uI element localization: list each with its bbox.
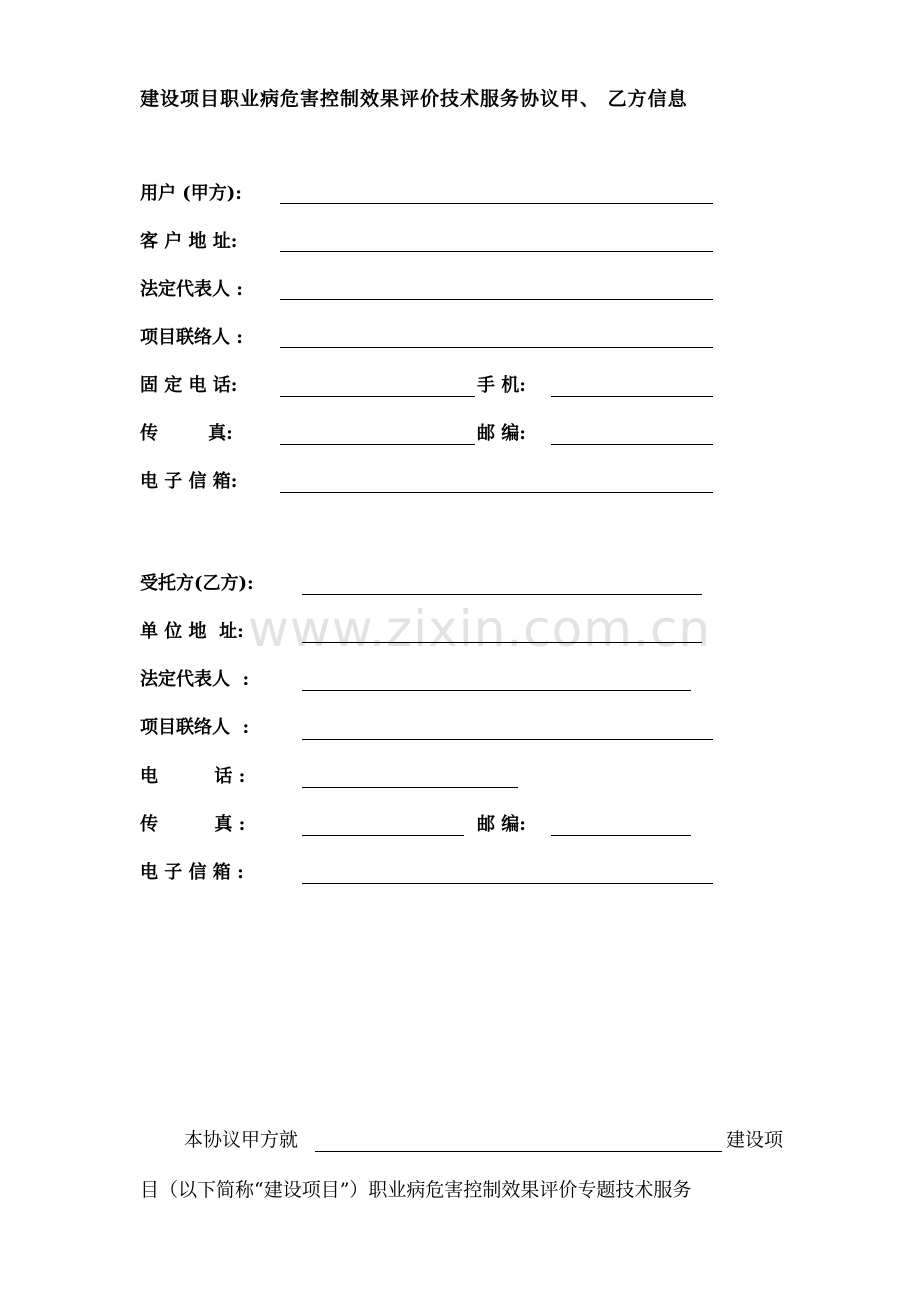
party-b-postcode-field[interactable]	[551, 835, 691, 836]
party-b-contact-field[interactable]	[302, 739, 713, 740]
party-b-trustee-field[interactable]	[302, 594, 702, 595]
party-b-legal-rep-field[interactable]	[302, 690, 691, 691]
party-a-contact-label: 项目联络人 :	[140, 327, 243, 348]
party-a-postcode-label: 邮 编:	[477, 423, 526, 444]
party-b-phone-field[interactable]	[302, 787, 518, 788]
document-title: 建设项目职业病危害控制效果评价技术服务协议甲、 乙方信息	[140, 88, 688, 110]
party-a-phone-field[interactable]	[280, 396, 475, 397]
party-a-contact-field[interactable]	[280, 347, 713, 348]
party-a-fax-label: 传 真:	[140, 423, 233, 444]
party-a-mobile-label: 手 机:	[477, 375, 526, 396]
party-b-fax-field[interactable]	[302, 835, 464, 836]
party-a-email-field[interactable]	[280, 492, 713, 493]
party-a-mobile-field[interactable]	[551, 396, 713, 397]
paragraph-line1-end: 建设项	[726, 1129, 784, 1151]
party-a-phone-label: 固 定 电 话:	[140, 375, 238, 396]
party-b-email-field[interactable]	[302, 883, 713, 884]
party-b-fax-label: 传 真 :	[140, 814, 246, 835]
party-a-legal-rep-label: 法定代表人 :	[140, 279, 243, 300]
party-b-contact-label: 项目联络人 :	[140, 717, 250, 738]
party-b-postcode-label: 邮 编:	[477, 814, 526, 835]
party-b-address-label: 单 位 地 址:	[140, 621, 244, 642]
party-a-postcode-field[interactable]	[551, 444, 713, 445]
paragraph-line1-start: 本协议甲方就	[184, 1129, 299, 1151]
party-a-user-field[interactable]	[280, 203, 713, 204]
party-b-phone-label: 电 话 :	[140, 766, 246, 787]
party-b-address-field[interactable]	[302, 642, 702, 643]
party-a-user-label: 用户 (甲方):	[140, 183, 242, 204]
party-a-fax-field[interactable]	[280, 444, 475, 445]
party-a-legal-rep-field[interactable]	[280, 299, 713, 300]
party-b-legal-rep-label: 法定代表人 :	[140, 669, 250, 690]
party-a-address-field[interactable]	[280, 251, 713, 252]
party-b-trustee-label: 受托方(乙方):	[140, 573, 254, 594]
paragraph-line2: 目（以下简称“建设项目”）职业病危害控制效果评价专题技术服务	[140, 1179, 692, 1201]
watermark: www.zixin.com.cn	[248, 600, 712, 658]
project-name-field[interactable]	[315, 1151, 722, 1152]
party-b-email-label: 电 子 信 箱 :	[140, 862, 244, 883]
party-a-email-label: 电 子 信 箱:	[140, 471, 238, 492]
party-a-address-label: 客 户 地 址:	[140, 231, 238, 252]
